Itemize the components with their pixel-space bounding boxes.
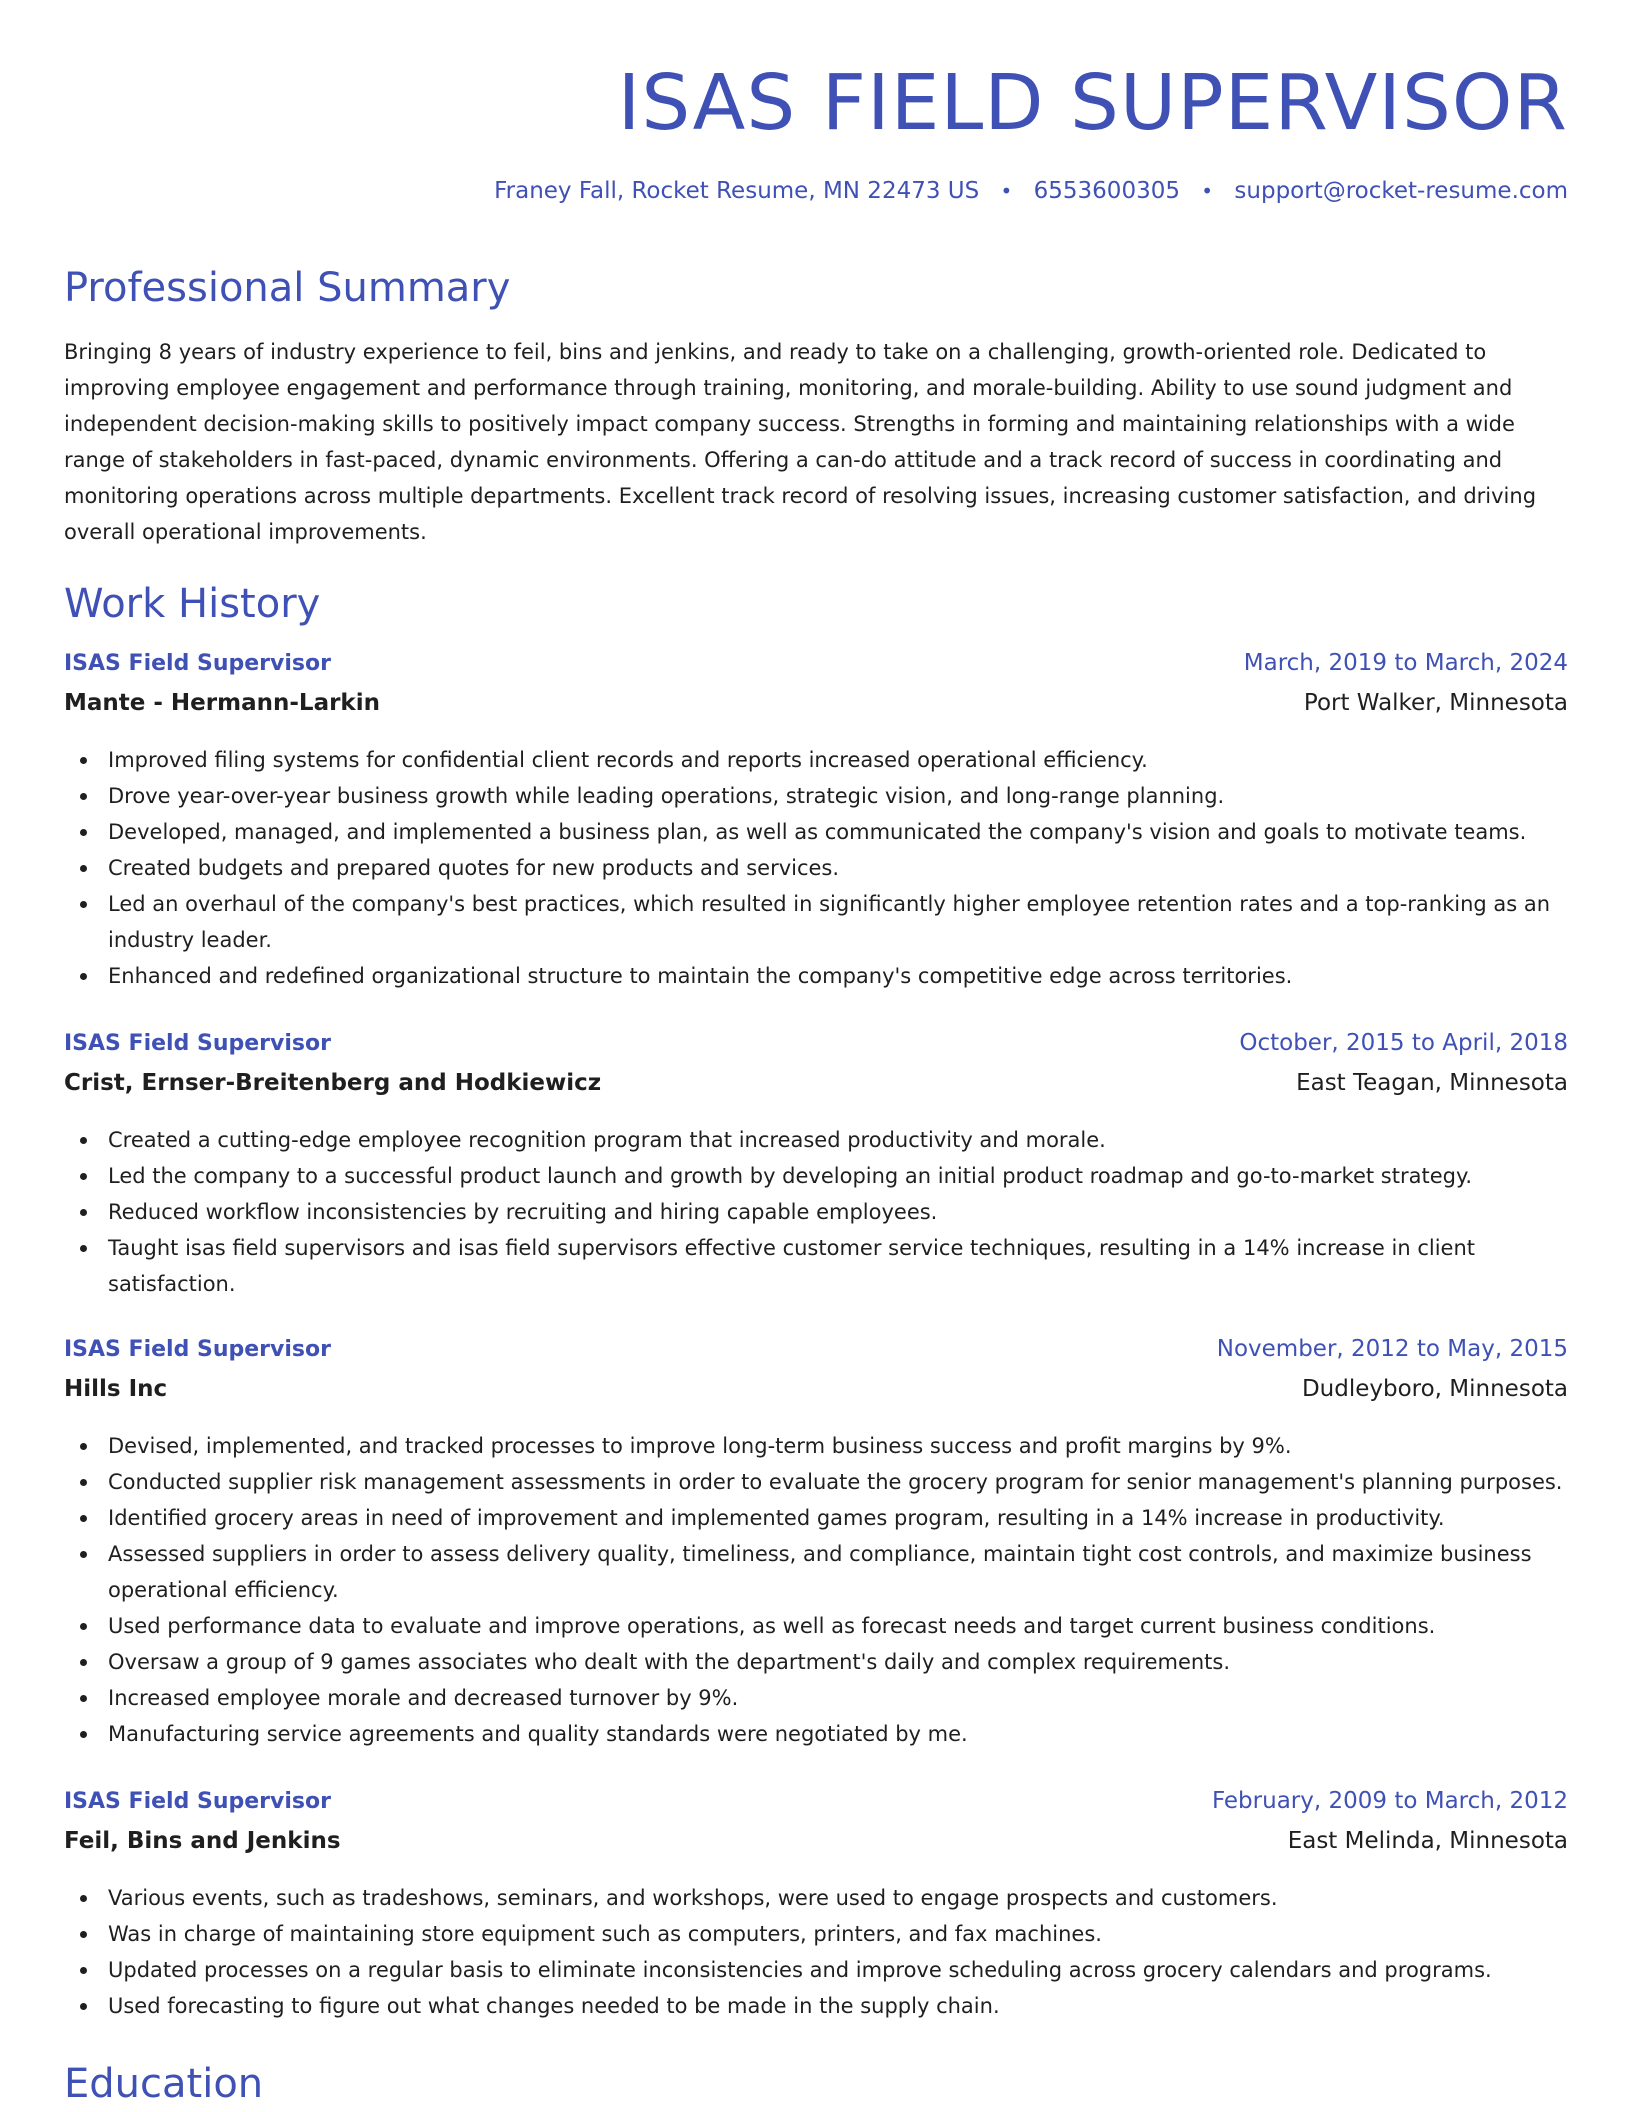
bullet-text: Enhanced and redefined organizational structure to maintain the company's competitive edge across territories.	[108, 964, 1293, 988]
employer-name: Hills Inc	[64, 1376, 168, 1402]
job-bullet	[64, 1952, 1568, 1988]
job-entry	[64, 1788, 1568, 2024]
section-title-education: Education	[64, 2061, 264, 2107]
job-bullet	[64, 742, 1568, 778]
contact-address: Franey Fall, Rocket Resume, MN 22473 US	[494, 178, 980, 204]
job-bullets	[64, 1122, 1568, 1302]
bullet-dot	[80, 1443, 87, 1450]
job-title: ISAS Field Supervisor	[64, 651, 331, 676]
bullet-text: Created budgets and prepared quotes for new products and services.	[108, 856, 840, 880]
job-dates: February, 2009 to March, 2012	[1211, 1788, 1568, 1814]
bullet-text: Drove year-over-year business growth while leading operations, strategic vision, and long-range planning.	[108, 784, 1225, 808]
job-bullet	[64, 958, 1568, 994]
job-dates: March, 2019 to March, 2024	[1243, 650, 1568, 676]
bullet-text: Identified grocery areas in need of improvement and implemented games program, resulting in a 14% increase in productivity.	[108, 1506, 1445, 1530]
bullet-dot	[80, 829, 87, 836]
section-title-work-history: Work History	[64, 581, 321, 627]
bullet-dot	[80, 1895, 87, 1902]
bullet-text: Reduced workflow inconsistencies by recruiting and hiring capable employees.	[108, 1200, 938, 1224]
bullet-dot	[80, 973, 87, 980]
job-location: East Teagan, Minnesota	[1296, 1070, 1568, 1096]
contact-line	[494, 178, 1568, 204]
bullet-text: Created a cutting-edge employee recognition program that increased productivity and morale.	[108, 1128, 1106, 1152]
contact-email[interactable]: support@rocket-resume.com	[1234, 178, 1568, 204]
job-bullet	[64, 1988, 1568, 2024]
job-bullet	[64, 1916, 1568, 1952]
bullet-dot	[80, 1173, 87, 1180]
job-bullet	[64, 1428, 1568, 1464]
bullet-text: Assessed suppliers in order to assess delivery quality, timeliness, and compliance, maintain tight cost controls, and maximize business operational efficiency.	[108, 1542, 1532, 1602]
job-bullet	[64, 850, 1568, 886]
job-bullet	[64, 886, 1568, 958]
job-bullet	[64, 1716, 1568, 1752]
bullet-dot	[80, 1623, 87, 1630]
resume-page	[64, 0, 1568, 2112]
job-bullet	[64, 1608, 1568, 1644]
candidate-name: ISAS FIELD SUPERVISOR	[617, 59, 1568, 148]
job-bullet	[64, 1536, 1568, 1608]
bullet-dot	[80, 901, 87, 908]
summary-text: Bringing 8 years of industry experience to feil, bins and jenkins, and ready to take on a challenging, growth-oriented role. Dedicated to improving employee engagement and performance through training, monitoring, and morale-building. Ability to use sound judgment and independent decision-making skills to positively impact company success. Strengths in forming and maintaining relationships with a wide range of stakeholders in fast-paced, dynamic environments. Offering a can-do attitude and a track record of success in coordinating and monitoring operations across multiple departments. Excellent track record of resolving issues, increasing customer satisfaction, and driving overall operational improvements.	[64, 340, 1537, 544]
contact-separator: •	[1201, 179, 1214, 203]
employer-name: Crist, Ernser-Breitenberg and Hodkiewicz	[64, 1070, 602, 1096]
job-entry	[64, 650, 1568, 994]
bullet-text: Oversaw a group of 9 games associates who dealt with the department's daily and complex requirements.	[108, 1650, 1231, 1674]
bullet-text: Used performance data to evaluate and improve operations, as well as forecast needs and target current business conditions.	[108, 1614, 1436, 1638]
employer-name: Mante - Hermann-Larkin	[64, 690, 380, 716]
job-title: ISAS Field Supervisor	[64, 1337, 331, 1362]
job-bullets	[64, 1880, 1568, 2024]
bullet-dot	[80, 1479, 87, 1486]
job-bullet	[64, 1500, 1568, 1536]
job-location: East Melinda, Minnesota	[1287, 1828, 1568, 1854]
bullet-dot	[80, 1731, 87, 1738]
bullet-dot	[80, 2003, 87, 2010]
job-bullet	[64, 1158, 1568, 1194]
bullet-text: Devised, implemented, and tracked processes to improve long-term business success and profit margins by 9%.	[108, 1434, 1292, 1458]
bullet-text: Improved filing systems for confidential client records and reports increased operational efficiency.	[108, 748, 1148, 772]
bullet-text: Was in charge of maintaining store equipment such as computers, printers, and fax machines.	[108, 1922, 1102, 1946]
bullet-dot	[80, 1695, 87, 1702]
job-bullet	[64, 1680, 1568, 1716]
bullet-dot	[80, 757, 87, 764]
bullet-dot	[80, 793, 87, 800]
job-bullets	[64, 742, 1568, 994]
bullet-text: Increased employee morale and decreased turnover by 9%.	[108, 1686, 739, 1710]
job-entry	[64, 1030, 1568, 1302]
job-bullet	[64, 1880, 1568, 1916]
bullet-text: Led the company to a successful product launch and growth by developing an initial product roadmap and go-to-market strategy.	[108, 1164, 1473, 1188]
bullet-text: Manufacturing service agreements and quality standards were negotiated by me.	[108, 1722, 968, 1746]
job-dates: November, 2012 to May, 2015	[1216, 1336, 1568, 1362]
bullet-text: Taught isas field supervisors and isas field supervisors effective customer service techniques, resulting in a 14% increase in client satisfaction.	[108, 1236, 1475, 1296]
job-bullet	[64, 778, 1568, 814]
bullet-dot	[80, 1931, 87, 1938]
bullet-text: Used forecasting to figure out what changes needed to be made in the supply chain.	[108, 1994, 1000, 2018]
bullet-dot	[80, 1137, 87, 1144]
bullet-dot	[80, 1515, 87, 1522]
job-title: ISAS Field Supervisor	[64, 1031, 331, 1056]
bullet-dot	[80, 1551, 87, 1558]
bullet-dot	[80, 865, 87, 872]
section-title-summary: Professional Summary	[64, 265, 511, 311]
job-bullet	[64, 1644, 1568, 1680]
job-location: Dudleyboro, Minnesota	[1301, 1376, 1568, 1402]
employer-name: Feil, Bins and Jenkins	[64, 1828, 341, 1854]
job-location: Port Walker, Minnesota	[1303, 690, 1568, 716]
job-title: ISAS Field Supervisor	[64, 1789, 331, 1814]
bullet-dot	[80, 1659, 87, 1666]
bullet-text: Updated processes on a regular basis to eliminate inconsistencies and improve scheduling across grocery calendars and programs.	[108, 1958, 1492, 1982]
bullet-text: Various events, such as tradeshows, seminars, and workshops, were used to engage prospects and customers.	[108, 1886, 1278, 1910]
bullet-dot	[80, 1967, 87, 1974]
job-bullet	[64, 814, 1568, 850]
bullet-text: Conducted supplier risk management assessments in order to evaluate the grocery program for senior management's planning purposes.	[108, 1470, 1563, 1494]
job-bullet	[64, 1464, 1568, 1500]
bullet-text: Developed, managed, and implemented a business plan, as well as communicated the company's vision and goals to motivate teams.	[108, 820, 1527, 844]
bullet-dot	[80, 1209, 87, 1216]
bullet-text: Led an overhaul of the company's best practices, which resulted in significantly higher employee retention rates and a top-ranking as an industry leader.	[108, 892, 1551, 952]
job-dates: October, 2015 to April, 2018	[1239, 1030, 1568, 1056]
job-bullet	[64, 1194, 1568, 1230]
contact-separator: •	[1000, 179, 1013, 203]
job-entry	[64, 1336, 1568, 1752]
contact-phone[interactable]: 6553600305	[1033, 178, 1180, 204]
job-bullet	[64, 1122, 1568, 1158]
bullet-dot	[80, 1245, 87, 1252]
job-bullet	[64, 1230, 1568, 1302]
job-bullets	[64, 1428, 1568, 1752]
